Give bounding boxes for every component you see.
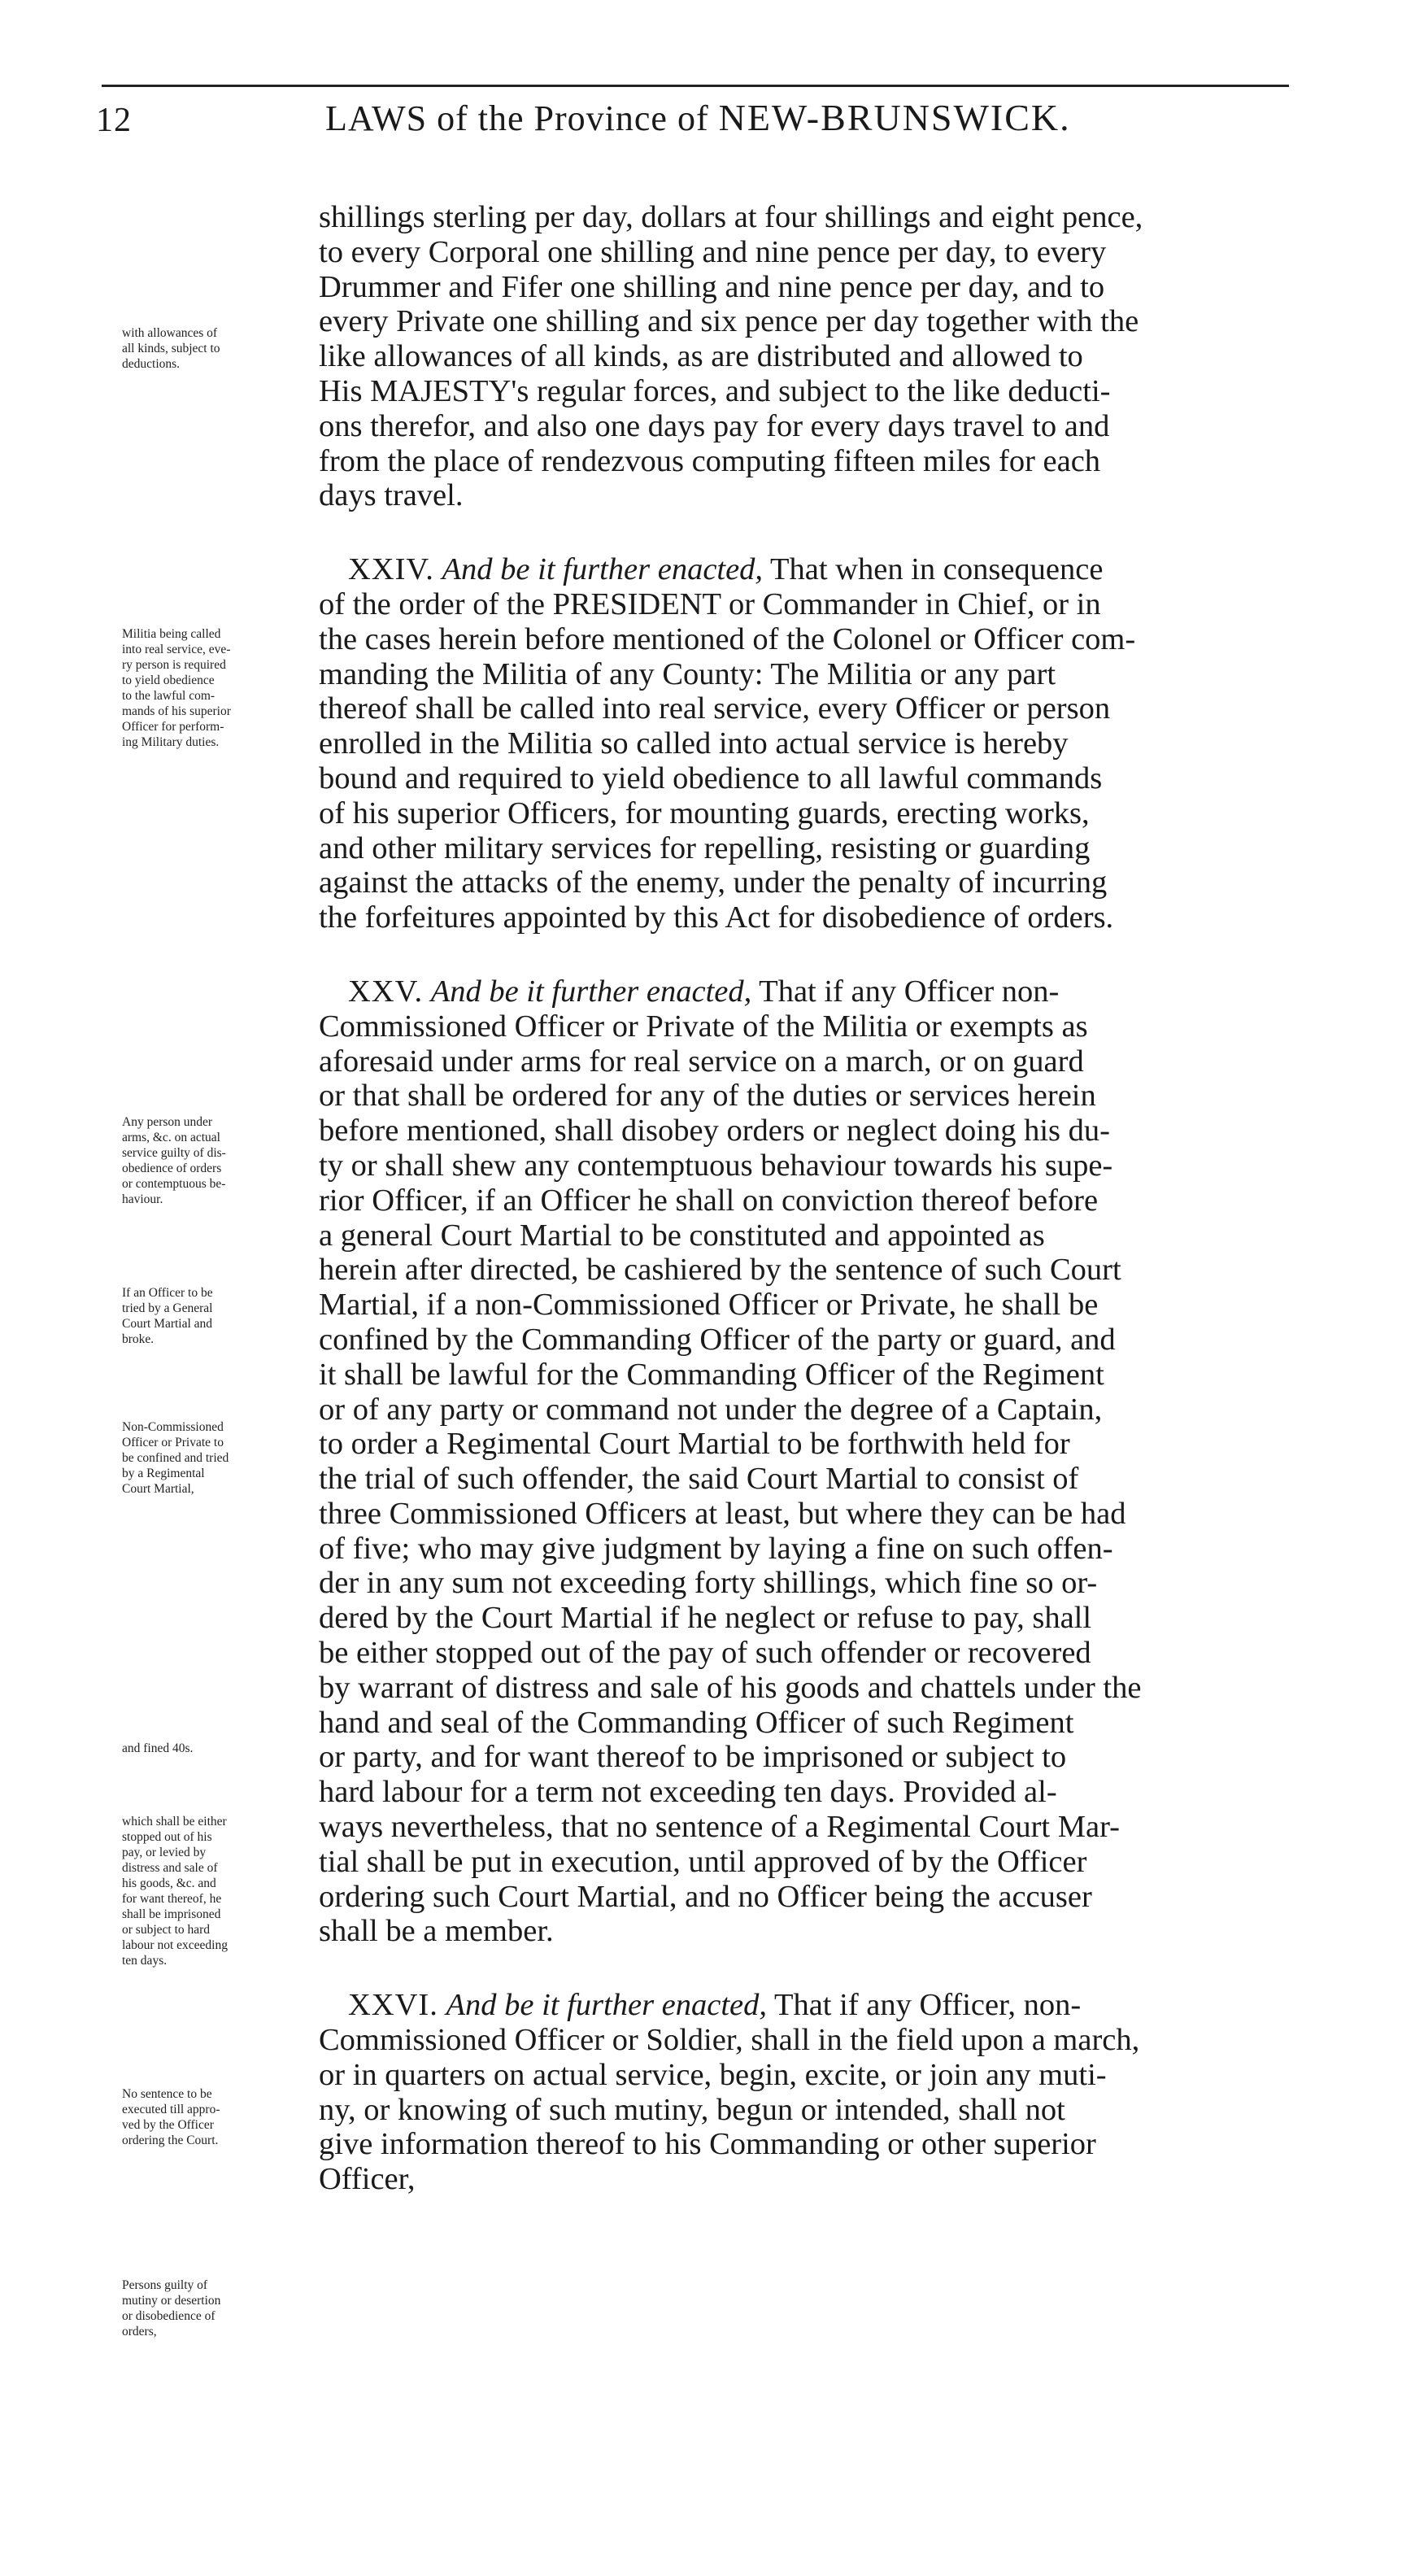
section-opening-line [319,1988,1291,2023]
margin-note-line: be confined and tried [122,1451,229,1465]
margin-note-line: broke. [122,1332,155,1346]
text-line: from the place of rendezvous computing fifteen miles for each [319,443,1101,478]
text-line: ty or shall shew any contemptuous behaviour towards his supe- [319,1148,1113,1183]
section-number: XXVI. [348,1988,438,2023]
margin-note-line: ved by the Officer [122,2118,214,2132]
margin-note-line: ry person is required [122,658,226,672]
catchword: Officer, [319,2162,416,2197]
margin-note-non-commissioned [122,1419,317,1497]
margin-note-line: mutiny or desertion [122,2294,221,2308]
margin-note-line: with allowances of [122,326,218,340]
margin-note-line: mands of his superior [122,704,231,718]
text-line: like allowances of all kinds, as are distributed and allowed to [319,339,1083,374]
text-line: the cases herein before mentioned of the Colonel or Officer com- [319,621,1136,656]
margin-note-line: or disobedience of [122,2309,216,2323]
page-number: 12 [96,102,132,139]
margin-note-general-court [122,1285,317,1347]
margin-note-line: Officer or Private to [122,1436,224,1449]
text-line: rior Officer, if an Officer he shall on conviction thereof before [319,1183,1099,1218]
text-line: shall be a member. [319,1914,554,1949]
text-line: Martial, if a non-Commissioned Officer or Private, he shall be [319,1288,1099,1323]
text-line: a general Court Martial to be constituted and appointed as [319,1218,1045,1253]
margin-note-line: obedience of orders [122,1162,222,1175]
margin-note-line: which shall be either [122,1815,227,1828]
text-line: it shall be lawful for the Commanding Officer of the Regiment [319,1357,1104,1392]
text-line: give information thereof to his Commanding or other superior [319,2127,1096,2162]
text-line: That if any Officer, non- [773,1988,1082,2023]
text-line: before mentioned, shall disobey orders or neglect doing his du- [319,1114,1110,1149]
text-line: ny, or knowing of such mutiny, begun or intended, shall not [319,2092,1065,2127]
text-line: days travel. [319,478,464,513]
text-line: the trial of such offender, the said Court Martial to consist of [319,1462,1079,1497]
text-line: or of any party or command not under the degree of a Captain, [319,1392,1103,1427]
text-line: hard labour for a term not exceeding ten days. Provided al- [319,1775,1057,1810]
text-line: be either stopped out of the pay of such offender or recovered [319,1636,1091,1671]
margin-note-any-person [122,1114,317,1207]
margin-note-line: ten days. [122,1954,168,1968]
continuation-paragraph [319,200,1291,513]
text-line: That if any Officer non- [759,974,1060,1009]
text-line: Drummer and Fifer one shilling and nine pence per day, and to [319,269,1105,304]
margin-note-line: his goods, &c. and [122,1876,216,1890]
text-line: Commissioned Officer or Soldier, shall in the field upon a march, [319,2023,1140,2058]
text-line: by warrant of distress and sale of his goods and chattels under the [319,1670,1142,1705]
section-number: XXIV. [348,552,434,587]
margin-note-line: pay, or levied by [122,1846,207,1859]
margin-note-line: for want thereof, he [122,1892,222,1906]
margin-note-line: Militia being called [122,627,221,641]
margin-note-line: to the lawful com- [122,689,216,703]
margin-note-no-sentence [122,2086,317,2148]
text-line: ordering such Court Martial, and no Officer being the accuser [319,1879,1092,1914]
margin-note-line: Officer for perform- [122,720,224,734]
margin-note-line: stopped out of his [122,1830,212,1844]
text-line: That when in consequence [770,552,1104,587]
text-line: hand and seal of the Commanding Officer of such Regiment [319,1705,1074,1740]
section-xxvi [319,1988,1291,2197]
margin-note-line: arms, &c. on actual [122,1131,220,1144]
text-line: three Commissioned Officers at least, but where they can be had [319,1496,1126,1531]
text-line: enrolled in the Militia so called into actual service is hereby [319,726,1069,761]
margin-note-stopped [122,1814,317,1968]
text-line: of the order of the PRESIDENT or Commander in Chief, or in [319,586,1101,621]
text-line: dered by the Court Martial if he neglect or refuse to pay, shall [319,1601,1092,1636]
running-head-prefix: LAWS of the Province of [325,98,719,138]
margin-note-fined [122,1741,317,1756]
text-line: shillings sterling per day, dollars at four shillings and eight pence, [319,200,1143,234]
margin-note-line: or contemptuous be- [122,1177,226,1191]
enacting-clause: And be it further enacted, [430,974,752,1009]
margin-note-line: Any person under [122,1115,213,1129]
enacting-clause: And be it further enacted, [442,552,764,587]
margin-note-line: tried by a General [122,1301,213,1315]
section-opening-line [319,552,1291,587]
margin-note-line: Persons guilty of [122,2278,208,2292]
main-text [319,200,1291,2197]
section-xxiv [319,552,1291,935]
margin-note-line: labour not exceeding [122,1938,228,1952]
enacting-clause: And be it further enacted, [446,1988,768,2023]
text-line: or that shall be ordered for any of the duties or services herein [319,1079,1096,1114]
text-line: or party, and for want thereof to be imprisoned or subject to [319,1740,1067,1775]
text-line: thereof shall be called into real service, every Officer or person [319,691,1111,726]
margin-note-line: to yield obedience [122,673,215,687]
margin-note-line: Non-Commissioned [122,1420,224,1434]
text-line: ways nevertheless, that no sentence of a Regimental Court Mar- [319,1810,1120,1845]
section-xxv [319,974,1291,1949]
margin-note-line: all kinds, subject to [122,342,220,355]
margin-note-line: service guilty of dis- [122,1146,226,1160]
margin-note-line: No sentence to be [122,2087,212,2101]
margin-note-line: by a Regimental [122,1467,205,1480]
margin-note-line: and fined 40s. [122,1741,194,1755]
text-line: or in quarters on actual service, begin, excite, or join any muti- [319,2057,1107,2092]
text-line: aforesaid under arms for real service on a march, or on guard [319,1044,1084,1079]
text-line: Commissioned Officer or Private of the Militia or exempts as [319,1009,1088,1044]
text-line: of his superior Officers, for mounting guards, erecting works, [319,795,1090,830]
margin-note-allowances [122,325,317,372]
section-opening-line [319,974,1291,1009]
text-line: manding the Militia of any County: The Militia or any part [319,656,1056,691]
margin-note-line: Court Martial, [122,1482,194,1496]
margin-note-line: into real service, eve- [122,643,231,656]
margin-note-line: haviour. [122,1192,163,1206]
running-head-province: NEW-BRUNSWICK. [718,97,1071,138]
text-line: ons therefor, and also one days pay for every days travel to and [319,408,1110,443]
text-line: tial shall be put in execution, until approved of by the Officer [319,1844,1087,1879]
text-line: against the attacks of the enemy, under the penalty of incurring [319,865,1108,900]
text-line: to order a Regimental Court Martial to be forthwith held for [319,1427,1070,1462]
margin-note-militia-called [122,626,317,750]
margin-note-line: executed till appro- [122,2103,220,2116]
text-line: every Private one shilling and six pence per day together with the [319,304,1139,339]
margin-note-line: orders, [122,2325,157,2338]
section-number: XXV. [348,974,424,1009]
text-line: His MAJESTY's regular forces, and subject to the like deducti- [319,373,1111,408]
margin-note-line: If an Officer to be [122,1286,213,1300]
text-line: confined by the Commanding Officer of the party or guard, and [319,1322,1116,1357]
margin-note-line: deductions. [122,357,181,371]
running-head [325,96,1071,139]
margin-note-line: or subject to hard [122,1923,211,1937]
margin-note-line: shall be imprisoned [122,1907,221,1921]
header-rule [102,85,1289,87]
text-line: the forfeitures appointed by this Act for disobedience of orders. [319,900,1114,935]
text-line: and other military services for repelling, resisting or guarding [319,830,1091,865]
text-line: to every Corporal one shilling and nine pence per day, to every [319,234,1107,269]
text-line: der in any sum not exceeding forty shillings, which fine so or- [319,1566,1098,1601]
margin-note-line: ing Military duties. [122,735,220,749]
margin-note-mutiny [122,2277,317,2339]
text-line: herein after directed, be cashiered by the sentence of such Court [319,1253,1121,1288]
margin-note-line: Court Martial and [122,1317,213,1331]
margin-note-line: distress and sale of [122,1861,218,1875]
text-line: of five; who may give judgment by laying a fine on such offen- [319,1531,1113,1566]
margin-note-line: ordering the Court. [122,2134,219,2147]
text-line: bound and required to yield obedience to all lawful commands [319,761,1103,795]
